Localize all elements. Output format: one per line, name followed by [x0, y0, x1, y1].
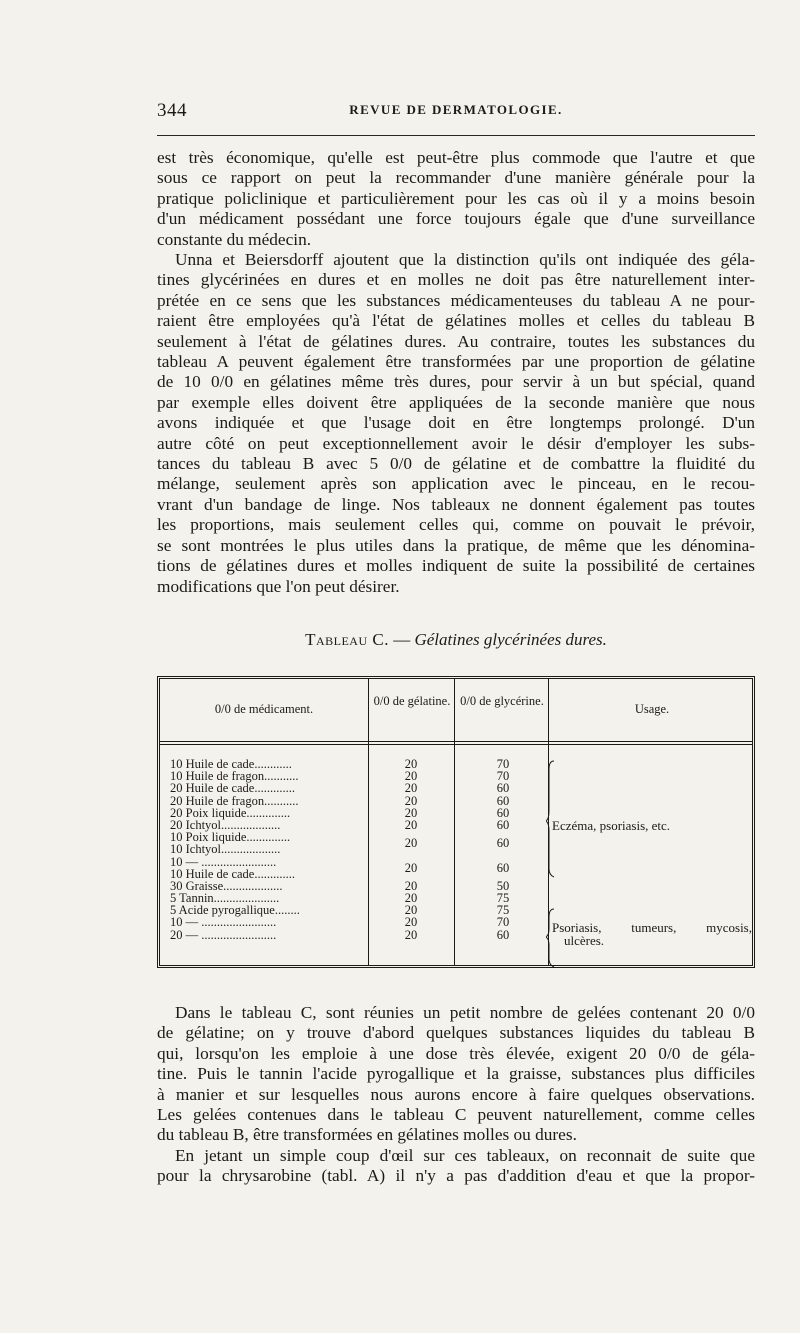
text-line: constante du médecin. [157, 229, 312, 249]
table-row: 10 Huile de cade............ [170, 757, 292, 771]
table-cell: 70 [496, 757, 510, 771]
table-cell: 70 [496, 915, 510, 930]
text-line: de 10 0/0 en gélatines même très dures, pour servir à un but spécial, quand [157, 372, 755, 392]
table-cell: 20 [404, 781, 418, 796]
glycerine-column [458, 758, 548, 941]
table-row: 20 Huile de cade............. [170, 781, 295, 796]
table-row: 10 — ........................ [170, 854, 277, 869]
text-line: Dans le tableau C, sont réunies un petit nombre de gelées contenant 20 0/0 [175, 1003, 755, 1022]
page-number: 344 [157, 100, 187, 121]
text-line: seulement à l'état de gélatines dures. Au contraire, toutes les substances du [157, 331, 755, 351]
table-row: 10 Huile de fragon........... [170, 769, 299, 784]
table-cell: 75 [496, 891, 510, 906]
header-rule [160, 741, 752, 742]
table-cell: 20 [404, 817, 418, 832]
table-cell: 70 [496, 769, 510, 784]
text-line: tions de gélatines dures et molles indiquent de suite la possibilité de certaines [157, 556, 755, 576]
usage-line: Psoriasis, tumeurs, mycosis, [552, 920, 752, 935]
text-line: Les gelées contenues dans le tableau C peuvent naturellement, comme celles [157, 1105, 755, 1125]
text-line: est très économique, qu'elle est peut-être plus commode que l'autre et que [157, 148, 755, 167]
table-cell: 60 [496, 860, 510, 875]
table-row: 5 Tannin..................... [170, 891, 280, 906]
table-cell: 20 [404, 860, 418, 875]
table-cell: 75 [496, 903, 510, 918]
usage-eczema: Eczéma, psoriasis, etc. [552, 818, 671, 833]
text-line: tableau A peuvent également être transformées par une proportion de gélatine [157, 352, 755, 372]
text-line: par exemple elles doivent être appliquées de la seconde manière que nous [157, 392, 755, 412]
table-cell: 20 [404, 927, 418, 942]
table-cell: 60 [496, 781, 510, 796]
text-line: En jetant un simple coup d'œil sur ces tableaux, on reconnait de suite que [175, 1146, 755, 1165]
text-line: modifications que l'on peut désirer. [157, 576, 400, 596]
table-c [157, 676, 755, 968]
paragraph-3 [157, 1003, 755, 1146]
table-title: Gélatines glycérinées dures. [414, 630, 607, 649]
table-cell: 20 [404, 793, 418, 808]
table-cell: 20 [404, 891, 418, 906]
table-row: 20 — ........................ [170, 927, 277, 942]
header-rule [160, 744, 752, 745]
table-label: Tableau C. [305, 630, 389, 649]
table-cell: 60 [496, 817, 510, 832]
text-line: tances du tableau B avec 5 0/0 de gélatine et de combattre la fluidité du [157, 454, 755, 474]
paragraph-1 [157, 148, 755, 250]
table-caption [157, 630, 755, 650]
table-cell: 20 [404, 836, 418, 851]
text-line: sous ce rapport on peut la recommander d'une manière générale pour la [157, 168, 755, 188]
table-cell: 20 [404, 903, 418, 918]
text-line: raient être employées qu'à l'état de gélatines molles et celles du tableau B [157, 311, 755, 331]
table-cell: 60 [496, 805, 510, 820]
table-row: 20 Poix liquide.............. [170, 805, 291, 820]
text-line: d'un médicament possédant une force toujours égale que d'une surveillance [157, 209, 755, 229]
table-cell: 60 [496, 793, 510, 808]
table-row: 5 Acide pyrogallique........ [170, 903, 300, 918]
header-medicament: 0/0 de médicament. [214, 702, 314, 716]
table-row: 10 Poix liquide.............. [170, 830, 291, 845]
text-line: tine. Puis le tannin l'acide pyrogallique et la graisse, substances plus difficiles [157, 1064, 755, 1084]
text-line: avons indiquée et que l'usage doit en être longtemps prolongé. D'un [157, 413, 755, 433]
header-rule [157, 135, 755, 136]
usage-psoriasis [552, 921, 752, 947]
usage-line: ulcères. [564, 933, 605, 948]
table-cell: 50 [496, 878, 510, 893]
text-line: prétée en ce sens que les substances médicamenteuses du tableau A ne pour- [157, 290, 755, 310]
table-cell: 20 [404, 915, 418, 930]
table-row: 10 — ........................ [170, 915, 277, 930]
table-cell: 60 [496, 927, 510, 942]
table-row: 20 Huile de fragon........... [170, 793, 299, 808]
text-line: pratique policlinique et particulièrement pour les cas où il y a moins besoin [157, 188, 755, 208]
text-line: tines glycérinées en dures et en molles ne doit pas être naturellement inter- [157, 270, 755, 290]
text-line: qui, lorsqu'on les emploie à une dose très élevée, exigent 20 0/0 de géla- [157, 1043, 755, 1063]
text-line: Unna et Beiersdorff ajoutent que la distinction qu'ils ont indiquée des géla- [175, 250, 755, 269]
table-row: 10 Ichtyol................... [170, 842, 281, 857]
table-cell: 20 [404, 769, 418, 784]
column-divider [368, 679, 369, 965]
text-line: de gélatine; on y trouve d'abord quelques substances liquides du tableau B [157, 1023, 755, 1043]
table-cell: 60 [496, 836, 510, 851]
column-divider [454, 679, 455, 965]
journal-title: REVUE DE DERMATOLOGIE. [349, 102, 563, 117]
header-glycerine: 0/0 de glycérine. [460, 694, 544, 708]
medicament-column [170, 758, 368, 941]
text-line: à manier et sur lesquelles nous aurons encore à faire quelques observations. [157, 1084, 755, 1104]
table-cell: 20 [404, 805, 418, 820]
text-line: mélange, seulement après son application avec le pinceau, en le recou- [157, 474, 755, 494]
text-line: vrant d'un bandage de linge. Nos tableaux ne donnent également pas toutes [157, 494, 755, 514]
paragraph-4 [157, 1146, 755, 1187]
table-row: 20 Ichtyol................... [170, 817, 281, 832]
table-cell: 20 [404, 757, 418, 771]
header-gelatine: 0/0 de gélatine. [373, 694, 451, 708]
text-line: autre côté on peut exceptionnellement avoir le désir d'employer les subs- [157, 433, 755, 453]
text-line: du tableau B, être transformées en gélatines molles ou dures. [157, 1125, 577, 1145]
gelatine-column [370, 758, 452, 941]
paragraph-2 [157, 250, 755, 597]
header-usage: Usage. [634, 702, 670, 716]
table-cell: 20 [404, 878, 418, 893]
text-line: se sont montrées le plus utiles dans la pratique, de même que les dénomina- [157, 535, 755, 555]
table-row: 30 Graisse................... [170, 878, 283, 893]
caption-dash: — [393, 630, 411, 649]
text-line: les proportions, mais seulement celles qui, comme on pouvait le prévoir, [157, 515, 755, 535]
text-line: pour la chrysarobine (tabl. A) il n'y a pas d'addition d'eau et que la propor- [157, 1166, 755, 1186]
table-row: 10 Huile de cade............. [170, 866, 295, 881]
